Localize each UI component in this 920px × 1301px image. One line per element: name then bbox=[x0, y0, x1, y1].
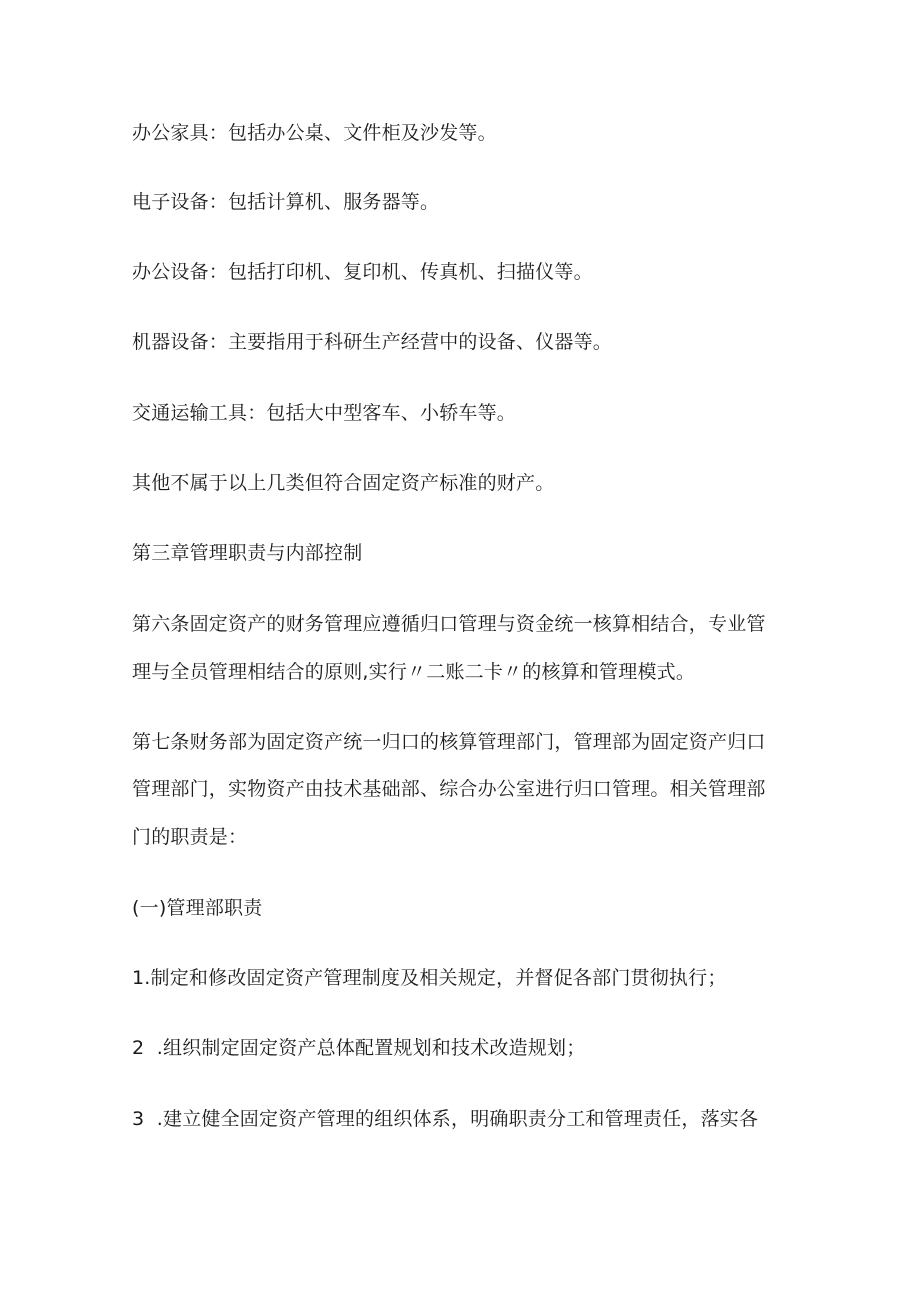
section-heading-management-duties: (一)管理部职责 bbox=[132, 897, 263, 919]
chapter-heading: 第三章管理职责与内部控制 bbox=[132, 542, 363, 564]
article-7-line-1: 第七条财务部为固定资产统一归口的核算管理部门，管理部为固定资产归口 bbox=[132, 731, 766, 753]
list-item-1: 1.制定和修改固定资产管理制度及相关规定，并督促各部门贯彻执行； bbox=[132, 967, 727, 989]
text-line-transport-vehicles: 交通运输工具：包括大中型客车、小轿车等。 bbox=[132, 402, 517, 424]
text-line-electronic-equipment: 电子设备：包括计算机、服务器等。 bbox=[132, 191, 440, 213]
article-7-line-3: 门的职责是： bbox=[132, 826, 248, 848]
text-line-machinery-equipment: 机器设备：主要指用于科研生产经营中的设备、仪器等。 bbox=[132, 331, 613, 353]
list-item-2: 2 .组织制定固定资产总体配置规划和技术改造规划； bbox=[132, 1037, 586, 1059]
text-line-other-assets: 其他不属于以上几类但符合固定资产标准的财产。 bbox=[132, 472, 555, 494]
text-line-office-furniture: 办公家具：包括办公桌、文件柜及沙发等。 bbox=[132, 122, 497, 144]
list-item-3: 3 .建立健全固定资产管理的组织体系，明确职责分工和管理责任，落实各 bbox=[132, 1108, 759, 1130]
article-6-line-2: 理与全员管理相结合的原则,实行〃二账二卡〃的核算和管理模式。 bbox=[132, 661, 696, 683]
article-6-line-1: 第六条固定资产的财务管理应遵循归口管理与资金统一核算相结合，专业管 bbox=[132, 613, 766, 635]
text-line-office-equipment: 办公设备：包括打印机、复印机、传真机、扫描仪等。 bbox=[132, 261, 593, 283]
article-7-line-2: 管理部门，实物资产由技术基础部、综合办公室进行归口管理。相关管理部 bbox=[132, 778, 766, 800]
